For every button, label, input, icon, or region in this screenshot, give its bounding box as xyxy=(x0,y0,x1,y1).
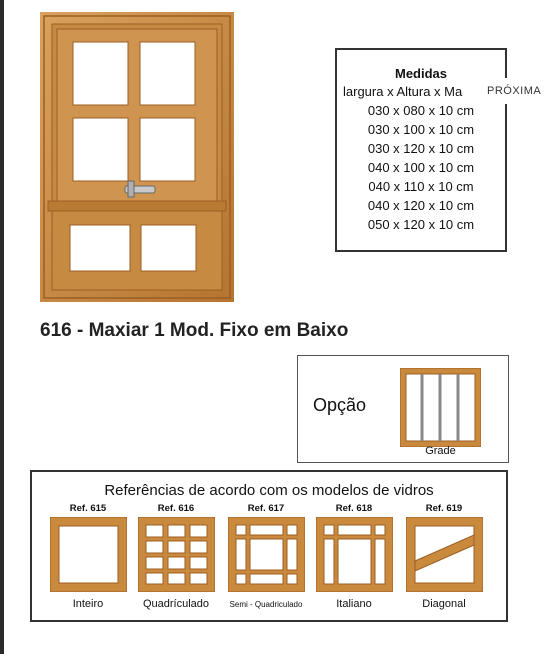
measurements-list xyxy=(337,101,505,234)
next-button[interactable]: PRÓXIMA xyxy=(483,78,546,104)
window-italiano-icon xyxy=(316,517,393,592)
reference-code: Ref. 615 xyxy=(69,503,107,514)
reference-name: Quadrículado xyxy=(142,598,210,610)
measurement-row: 030 x 100 x 10 cm xyxy=(367,122,475,137)
reference-item-616[interactable] xyxy=(136,503,216,610)
measurement-row: 030 x 080 x 10 cm xyxy=(367,103,475,118)
references-title: Referências de acordo com os modelos de vidros xyxy=(104,482,434,499)
option-label: Opção xyxy=(313,395,367,415)
left-edge-bar xyxy=(0,0,4,654)
reference-name: Italiano xyxy=(336,598,372,610)
measurement-row: 030 x 120 x 10 cm xyxy=(367,141,475,156)
window-illustration xyxy=(40,12,234,302)
reference-code: Ref. 616 xyxy=(157,503,195,514)
reference-name: Semi - Quadriculado xyxy=(229,600,303,609)
measurements-header: largura x Altura x Ma xyxy=(343,84,463,99)
window-grade-icon[interactable] xyxy=(400,368,481,447)
reference-item-615[interactable] xyxy=(48,503,128,610)
reference-code: Ref. 618 xyxy=(335,503,373,514)
reference-code: Ref. 619 xyxy=(425,503,463,514)
option-panel xyxy=(297,355,509,463)
reference-code: Ref. 617 xyxy=(247,503,285,514)
measurement-row: 040 x 100 x 10 cm xyxy=(367,160,475,175)
measurements-panel xyxy=(335,48,507,252)
product-window-image xyxy=(40,12,234,302)
reference-item-618[interactable] xyxy=(314,503,394,610)
measurement-row: 040 x 110 x 10 cm xyxy=(368,179,474,194)
reference-item-619[interactable] xyxy=(404,503,484,610)
grade-label: Grade xyxy=(425,445,456,457)
window-semi-quadriculado-icon xyxy=(228,517,305,592)
references-panel xyxy=(30,470,508,622)
product-title: 616 - Maxiar 1 Mod. Fixo em Baixo xyxy=(40,320,349,341)
measurements-title: Medidas xyxy=(394,66,447,81)
reference-name: Inteiro xyxy=(72,598,104,610)
reference-name: Diagonal xyxy=(422,598,466,610)
window-diagonal-icon xyxy=(406,517,483,592)
measurement-row: 040 x 120 x 10 cm xyxy=(367,198,475,213)
window-quadriculado-icon xyxy=(138,517,215,592)
reference-item-617[interactable] xyxy=(226,503,306,609)
measurement-row: 050 x 120 x 10 cm xyxy=(367,217,475,232)
window-inteiro-icon xyxy=(50,517,127,592)
